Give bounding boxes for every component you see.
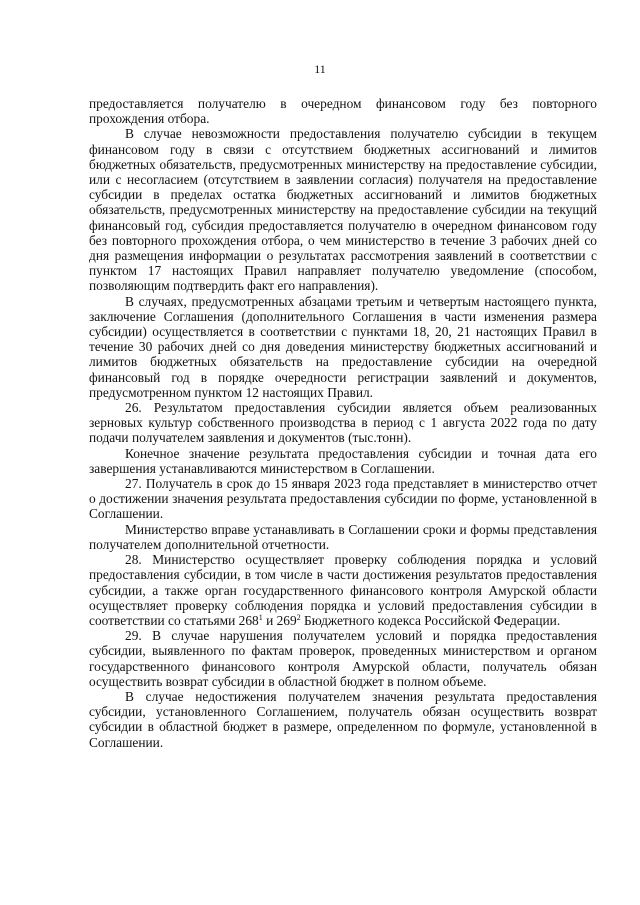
p28-sup-1: 1 bbox=[258, 612, 263, 622]
paragraph-agreement-conclusion: В случаях, предусмотренных абзацами третьим и четвертым настоящего пункта, заключение Соглашения (дополнительного Соглашения в части изменения размера субсидии) осуществляется в соответствии с пунктами 18, 20, 21 настоящих Правил в течение 30 рабочих дней со дня доведения министерству бюджетных ассигнований и лимитов бюджетных обязательств на предоставление субсидии на очередной финансовый год в порядке очередности регистрации заявлений и документов, предусмотренном пунктом 12 настоящих Правил. bbox=[89, 293, 597, 400]
p28-text-before: 28. Министерство осуществляет проверку соблюдения порядка и условий предоставления субсидии, в том числе в части достижения результатов предоставления субсидии, а также орган государственного финансового контроля Амурской области осуществляет проверку соблюдения порядка и условий предоставления субсидии в соответствии со статьями 268 bbox=[89, 552, 597, 628]
paragraph-27-report: 27. Получатель в срок до 15 января 2023 года представляет в министерство отчет о достижении значения результата предоставления субсидии по форме, установленной в Соглашении. bbox=[89, 476, 597, 522]
paragraph-continuation: предоставляется получателю в очередном финансовом году без повторного прохождения отбора. bbox=[89, 96, 597, 127]
p28-text-after: Бюджетного кодекса Российской Федерации. bbox=[300, 612, 561, 628]
paragraph-28-verification bbox=[89, 552, 597, 628]
paragraph-29-violation: 29. В случае нарушения получателем условий и порядка предоставления субсидии, выявленного по фактам проверок, проведенных министерством и органом государственного финансового контроля Амурской области, получатель обязан осуществить возврат субсидии в областной бюджет в полном объеме. bbox=[89, 628, 597, 689]
paragraph-additional-reporting: Министерство вправе устанавливать в Соглашении сроки и формы представления получателем дополнительной отчетности. bbox=[89, 521, 597, 552]
paragraph-non-achievement: В случае недостижения получателем значения результата предоставления субсидии, установленного Соглашением, получатель обязан осуществить возврат субсидии в областной бюджет в размере, определенном по формуле, установленной в Соглашении. bbox=[89, 688, 597, 750]
page-number: 11 bbox=[314, 62, 326, 76]
paragraph-26-result: 26. Результатом предоставления субсидии является объем реализованных зерновых культур собственного производства в период с 1 августа 2022 года по дату подачи получателем заявления и документов (тыс.тонн). bbox=[89, 400, 597, 446]
p28-text-middle: и 269 bbox=[262, 612, 297, 628]
paragraph-impossibility-case: В случае невозможности предоставления получателю субсидии в текущем финансовом году в связи с отсутствием бюджетных ассигнований и лимитов бюджетных обязательств, предусмотренных министерству на предоставление субсидии, или с несогласием (отсутствием в заявлении согласия) получателя на предоставление субсидии в пределах остатка бюджетных ассигнований и лимитов бюджетных обязательств, предусмотренных министерству на предоставление субсидии на текущий финансовый год, субсидия предоставляется получателю в очередном финансовом году без повторного прохождения отбора, о чем министерство в течение 3 рабочих дней со дня размещения информации о результатах рассмотрения заявлений в соответствии с пунктом 17 настоящих Правил направляет получателю уведомление (способом, позволяющим подтвердить факт его направления). bbox=[89, 126, 597, 294]
document-body bbox=[89, 96, 597, 750]
p28-sup-2: 2 bbox=[296, 612, 301, 622]
paragraph-final-value: Конечное значение результата предоставления субсидии и точная дата его завершения устанавливаются министерством в Соглашении. bbox=[89, 445, 597, 476]
